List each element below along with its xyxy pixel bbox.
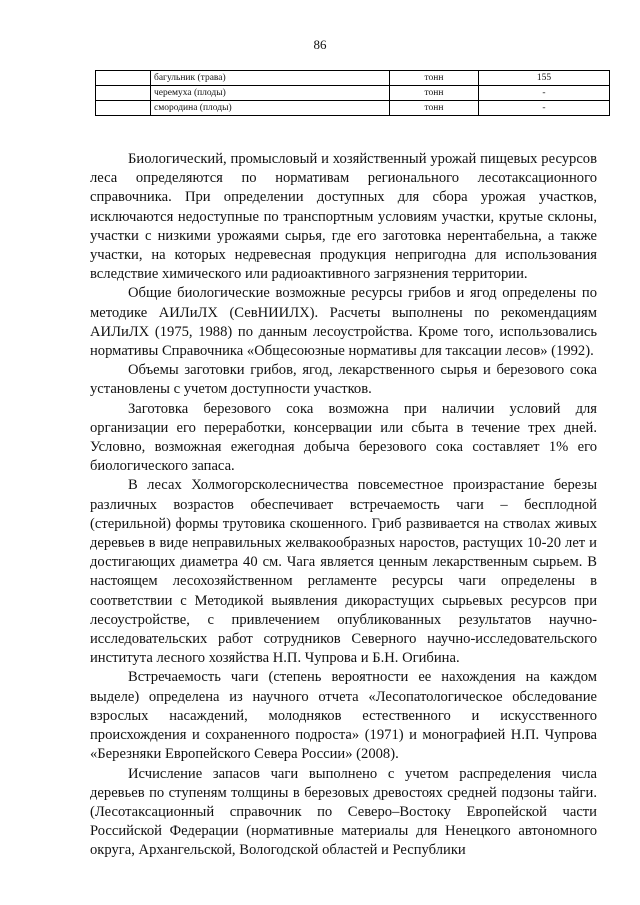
paragraph: Исчисление запасов чаги выполнено с учетом распределения числа деревьев по ступеням толщины в березовых древостоях средней подзоны тайги. (Лесотаксационный справочник по Северо–Востоку Европейской части Российской Федерации (нормативные материалы для Ненецкого автономного округа, Архангельской, Вологодской областей и Республики — [90, 765, 597, 859]
page-number: 86 — [313, 37, 327, 52]
table-cell-resource: смородина (плоды) — [151, 101, 390, 116]
body-text — [90, 150, 597, 861]
paragraph: Общие биологические возможные ресурсы грибов и ягод определены по методике АИЛиЛХ (СевНИИЛХ). Расчеты выполнены по рекомендациям АИЛиЛХ (1975, 1988) по данным лесоустройства. Кроме того, использовались нормативы Справочника «Общесоюзные нормативы для таксации лесов» (1992). — [90, 285, 597, 360]
table-cell-value: - — [479, 101, 610, 116]
resources-table — [95, 70, 610, 116]
table-cell-blank — [96, 71, 151, 86]
table-cell-blank — [96, 86, 151, 101]
paragraph: Заготовка березового сока возможна при наличии условий для организации его переработки, консервации или сбыта в течение трех дней. Условно, возможная ежегодная добыча березового сока составляет 1% его биологического запаса. — [90, 400, 597, 475]
table-cell-blank — [96, 101, 151, 116]
paragraph: Биологический, промысловый и хозяйственный урожай пищевых ресурсов леса определяются по нормативам регионального лесотаксационного справочника. При определении доступных для сбора урожая участков, исключаются недоступные по транспортным условиям участки, крутые склоны, участки с низкими урожаями сырья, где его заготовка нерентабельна, а также участки, на которых недревесная продукция непригодна для использования вследствие химического или радиоактивного загрязнения территории. — [90, 151, 597, 283]
table-cell-value: 155 — [479, 71, 610, 86]
table-row — [96, 71, 610, 86]
table-cell-resource: черемуха (плоды) — [151, 86, 390, 101]
paragraph: Объемы заготовки грибов, ягод, лекарственного сырья и березового сока установлены с учетом доступности участков. — [90, 362, 597, 398]
table-cell-unit: тонн — [390, 86, 479, 101]
table-cell-unit: тонн — [390, 101, 479, 116]
table-cell-resource: багульник (трава) — [151, 71, 390, 86]
table-cell-value: - — [479, 86, 610, 101]
table-row — [96, 86, 610, 101]
table-row — [96, 101, 610, 116]
paragraph: Встречаемость чаги (степень вероятности ее нахождения на каждом выделе) определена из научного отчета «Лесопатологическое обследование взрослых насаждений, молодняков естественного и искусственного происхождения и сохраненного подроста» (1971) и монографией Н.П. Чупрова «Березняки Европейского Севера России» (2008). — [90, 669, 597, 763]
paragraph: В лесах Холмогорсколесничества повсеместное произрастание березы различных возрастов обеспечивает встречаемость чаги – бесплодной (стерильной) формы трутовика скошенного. Гриб развивается на стволах живых деревьев в виде неправильных желвакообразных наростов, растущих 10-20 лет и достигающих диаметра 40 см. Чага является ценным лекарственным сырьем. В настоящем лесохозяйственном регламенте ресурсы чаги определены в соответствии с Методикой выявления дикорастущих сырьевых ресурсов при лесоустройстве, с привлечением опубликованных результатов научно-исследовательских работ сотрудников Северного научно-исследовательского института лесного хозяйства Н.П. Чупрова и Б.Н. Огибина. — [90, 477, 597, 667]
table-cell-unit: тонн — [390, 71, 479, 86]
